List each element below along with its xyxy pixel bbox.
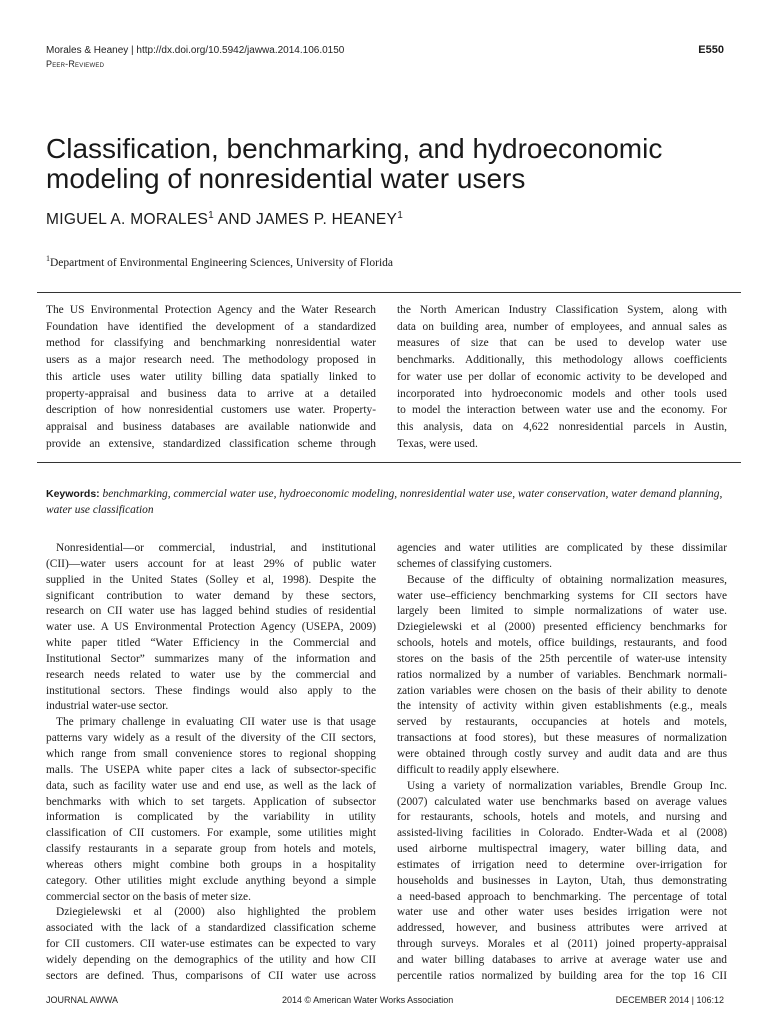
text-line: agencies and water utilities are complicated by these dissimilar — [397, 542, 727, 554]
text-line: zation variables were chosen on the basis of their ability to denote — [397, 684, 727, 697]
text-line: white paper titled “Water Efficiency in the Commercial and — [46, 637, 376, 650]
text-line: transactions at food stores), but these measures of normalization — [397, 732, 727, 745]
affiliation-text: Department of Environmental Engineering Sciences, University of Florida — [50, 256, 393, 269]
text-line: Using a variety of normalization variables, Brendle Group Inc. — [407, 779, 727, 792]
footer-issue: DECEMBER 2014 | 106:12 — [615, 995, 724, 1005]
text-line: classify restaurants in a separate group from hotels and motels, — [46, 843, 376, 856]
text-line: description of how nonresidential customers use water. Property- — [46, 404, 376, 417]
text-line: largely been limited to simple normalizations of water use. — [397, 605, 727, 618]
affiliation — [46, 254, 393, 269]
text-line: schools, hotels and motels, office buildings, restaurants, and food — [397, 637, 727, 650]
text-line: ratios normalized by a number of variables. Benchmark normali- — [397, 668, 727, 681]
text-line: commercial sector on the basis of meter size. — [46, 890, 251, 903]
text-line: classification of CII customers. For example, some utilities might — [46, 827, 376, 840]
text-line: associated with the lack of a standardized classification scheme — [46, 922, 376, 935]
body-column-left — [46, 541, 376, 985]
text-line: appraisal and business databases are available nationwide and — [46, 420, 376, 433]
text-line: measures of size that can be used to develop water use — [397, 337, 727, 350]
text-line: category. Other utilities might exclude anything beyond a simple — [46, 874, 376, 887]
text-line: percentile ratios normalized by building area for the top 16 CII — [397, 969, 727, 982]
author-name: JAMES P. HEANEY — [256, 211, 398, 229]
text-line: stores on the basis of the 25th percentile of water-use intensity — [397, 652, 727, 665]
text-line: provide an extensive, standardized classification scheme through — [46, 437, 376, 450]
page-number: E550 — [698, 44, 724, 56]
text-line: schemes of classifying customers. — [397, 557, 553, 570]
text-line: sectors are defined. Thus, comparisons of CII water use across — [46, 969, 376, 982]
text-line: research needs related to water use by the commercial and — [46, 668, 376, 681]
text-line: whereas others might combine both groups in a hospitality — [46, 858, 376, 871]
text-line: the North American Industry Classification System, along with — [397, 304, 727, 316]
affiliation-marker: 1 — [208, 210, 215, 221]
text-line: and water billing databases to arrive at average water use and — [397, 953, 727, 966]
keywords-text: benchmarking, commercial water use, hydroeconomic modeling, nonresidential water use, water conservation, water demand planning, water use classification — [46, 488, 723, 516]
abstract-column-left — [46, 302, 376, 452]
text-line: industrial water-use sector. — [46, 700, 169, 713]
text-line: for restaurants, schools, hotels and motels, and nursing and — [397, 811, 727, 824]
text-line: the intensity of activity within given establishments (e.g., meals — [397, 700, 727, 713]
keywords-label: Keywords: — [46, 488, 100, 500]
text-line: this analysis, data on 4,622 nonresidential parcels in Austin, — [397, 420, 727, 433]
text-line: Nonresidential—or commercial, industrial, and institutional — [56, 542, 376, 554]
footer-journal: JOURNAL AWWA — [46, 995, 119, 1005]
text-line: water use. A US Environmental Protection Agency (USEPA, 2009) — [46, 621, 376, 634]
text-line: benchmarks with which to set targets. Application of subsector — [46, 795, 376, 808]
text-line: significant contribution to water demand by these sectors, — [46, 589, 376, 602]
text-line: The US Environmental Protection Agency and the Water Research — [46, 304, 376, 316]
text-line: malls. The USEPA white paper cites a lack of subsector-specific — [46, 763, 376, 776]
text-line: data, such as facility water use and end use, as well as the lack of — [46, 779, 376, 792]
citation-line: Morales & Heaney | http://dx.doi.org/10.5942/jawwa.2014.106.0150 — [46, 45, 345, 56]
running-header — [46, 45, 344, 69]
text-line: research on CII water use has lagged behind studies of residential — [46, 605, 376, 618]
text-line: method for classifying and benchmarking nonresidential water — [46, 337, 376, 350]
text-line: data on building area, number of employees, and annual sales as — [397, 320, 727, 333]
text-line: Foundation have identified the development of a standardized — [46, 320, 376, 333]
text-line: Because of the difficulty of obtaining normalization measures, — [407, 573, 727, 586]
text-line: used airborne multispectral imagery, water billing data, and — [397, 843, 727, 856]
text-line: a need-based approach to benchmarking. The percentage of total — [397, 890, 727, 903]
text-line: information is complicated by the variability in utility — [46, 811, 376, 824]
text-line: supplied in the United States (Solley et al, 1998). Despite the — [46, 573, 376, 586]
author-name: MIGUEL A. MORALES — [46, 211, 209, 229]
article-title: Classification, benchmarking, and hydroeconomic modeling of nonresidential water users — [46, 133, 663, 194]
text-line: difficult to readily apply elsewhere. — [397, 763, 560, 776]
text-line: were obtained through costly survey and audit data and are thus — [397, 747, 727, 760]
text-line: incorporated into hydroeconomic models and other tools used — [397, 387, 727, 400]
review-status: Peer-Reviewed — [46, 59, 105, 69]
footer-copyright: 2014 © American Water Works Association — [282, 995, 454, 1005]
text-line: water use and other water uses besides irrigation were not — [397, 906, 727, 919]
affiliation-marker: 1 — [397, 210, 404, 221]
author-list — [46, 210, 403, 229]
text-line: patterns vary widely as a result of the diversity of the CII sectors, — [46, 732, 376, 745]
author-joiner: AND — [214, 211, 257, 229]
text-line: addressed, however, and business attributes were arrived at — [397, 922, 727, 935]
text-line: served by restaurants, occupancies at hotels and motels, — [397, 716, 727, 729]
text-line: estimates of irrigation need to determine over-irrigation for — [397, 858, 727, 871]
text-line: Dziegielewski et al (2000) also highlighted the problem — [56, 906, 376, 919]
text-line: for water use per dollar of economic activity to be developed and — [397, 370, 727, 383]
text-line: (2007) calculated water use benchmarks based on average values — [397, 795, 727, 808]
text-line: water use–efficiency benchmarking systems for CII sectors have — [397, 589, 727, 602]
text-line: The primary challenge in evaluating CII water use is that usage — [56, 716, 376, 729]
text-line: Institutional Sector” summarizes many of the information and — [46, 652, 376, 665]
text-line: benchmarks. Additionally, this methodology allows coefficients — [397, 354, 727, 367]
text-line: assisted-living facilities in Colorado. Endter-Wada et al (2008) — [397, 827, 727, 840]
abstract-column-right — [397, 302, 727, 452]
text-line: property-appraisal and business data to arrive at a detailed — [46, 387, 376, 400]
text-line: to model the interaction between water use and the economy. For — [397, 404, 727, 417]
text-line: for CII customers. CII water-use estimates can be expected to vary — [46, 938, 376, 951]
text-line: widely depending on the demographics of the utility and how CII — [46, 953, 376, 966]
text-line: which range from small convenience stores to regional shopping — [46, 747, 376, 760]
text-line: Texas, were used. — [397, 437, 478, 450]
text-line: (CII)—water users account for at least 29% of public water — [46, 557, 376, 570]
keywords — [46, 486, 736, 518]
text-line: households and businesses in Layton, Utah, thus demonstrating — [397, 874, 727, 887]
text-line: this article uses water utility billing data spatially linked to — [46, 370, 376, 383]
body-column-right — [397, 541, 727, 985]
text-line: institutional sectors. These findings would also apply to the — [46, 684, 376, 697]
text-line: users as a major research need. The methodology proposed in — [46, 354, 376, 367]
text-line: Dziegielewski et al (2000) presented efficiency benchmarks for — [397, 621, 727, 634]
text-line: through surveys. Morales et al (2011) joined property-appraisal — [397, 938, 727, 951]
affiliation-marker: 1 — [46, 254, 50, 263]
